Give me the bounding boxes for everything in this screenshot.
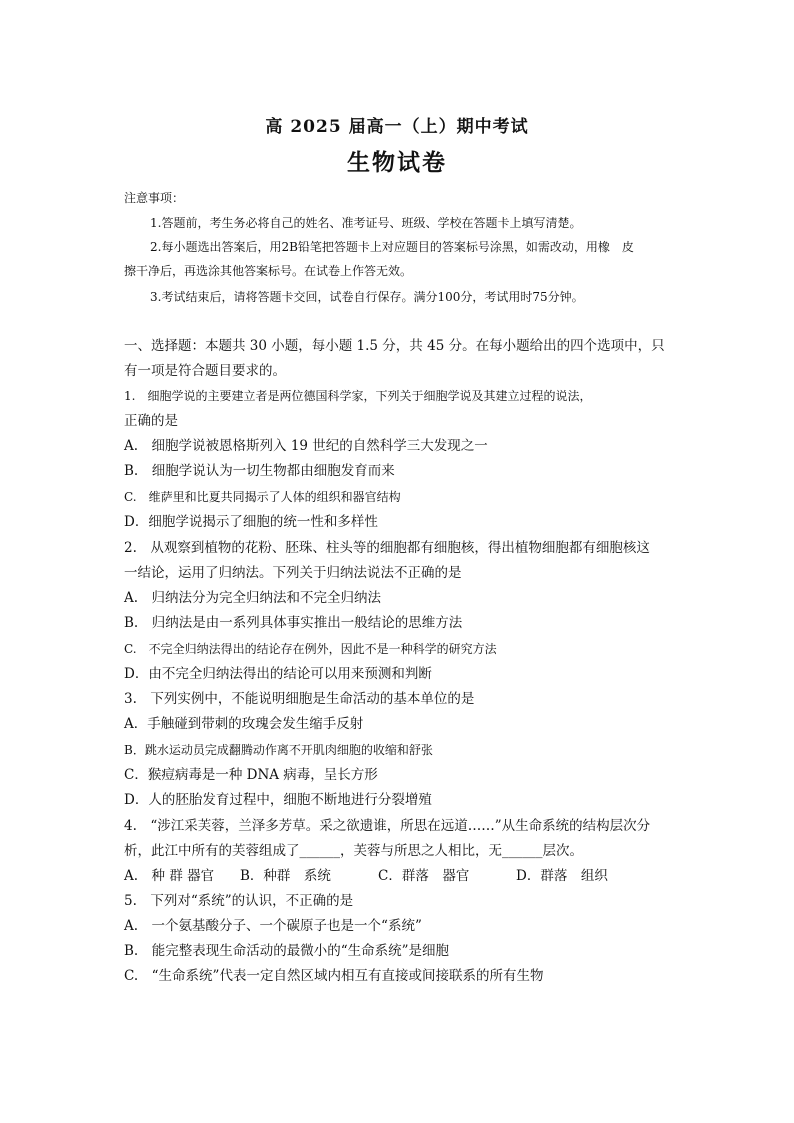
q4-option-d: D．群落 组织 [516,868,608,884]
q1-stem-cont: 正确的是 [124,413,178,429]
notice-heading: 注意事项： [124,191,185,205]
q2-stem-cont: 一结论，运用了归纳法。下列关于归纳法说法不正确的是 [124,565,462,581]
q2-option-b: B. 归纳法是由一系列具体事实推出一般结论的思维方法 [124,615,463,631]
notice-item-3: 3.考试结束后，请将答题卡交回，试卷自行保存。满分100分，考试用时75分钟。 [150,290,584,304]
q2-option-c: C. 不完全归纳法得出的结论存在例外，因此不是一种科学的研究方法 [124,642,497,656]
q2-option-a: A. 归纳法分为完全归纳法和不完全归纳法 [124,590,382,606]
q3-option-c: C．猴痘病毒是一种 DNA 病毒，呈长方形 [124,767,378,783]
subject-title: 生物试卷 [347,149,447,176]
q3-option-d: D．人的胚胎发育过程中，细胞不断地进行分裂增殖 [124,792,432,808]
q4-option-c: C．群落 器官 [378,868,470,884]
q4-stem: 4. “涉江采芙蓉，兰泽多芳草。采之欲遗谁，所思在远道……”从生命系统的结构层次分 [124,818,651,834]
q5-option-a: A. 一个氨基酸分子、一个碳原子也是一个“系统” [124,918,422,934]
notice-item-2: 2.每小题选出答案后，用2B铅笔把答题卡上对应题目的答案标号涂黑，如需改动，用橡 皮 [150,240,634,254]
q4-option-b: B．种群 系统 [240,868,331,884]
q1-option-c: C. 维萨里和比夏共同揭示了人体的组织和器官结构 [124,490,401,504]
q2-stem: 2. 从观察到植物的花粉、胚珠、柱头等的细胞都有细胞核，得出植物细胞都有细胞核这 [124,540,650,556]
q3-option-b: B．跳水运动员完成翻腾动作离不开肌肉细胞的收缩和舒张 [124,743,433,757]
q2-option-d: D．由不完全归纳法得出的结论可以用来预测和判断 [124,666,432,682]
q4-option-a: A. 种 群 器官 [124,868,215,884]
q1-option-a: A. 细胞学说被恩格斯列入 19 世纪的自然科学三大发现之一 [124,438,488,454]
section-intro: 一、选择题：本题共 30 小题，每小题 1.5 分，共 45 分。在每小题给出的四个选项中，只 [124,338,665,354]
q1-option-d: D．细胞学说揭示了细胞的统一性和多样性 [124,514,378,530]
q5-option-c: C. “生命系统”代表一定自然区域内相互有直接或间接联系的所有生物 [124,968,544,984]
q3-stem: 3. 下列实例中，不能说明细胞是生命活动的基本单位的是 [124,691,475,707]
q1-option-b: B. 细胞学说认为一切生物都由细胞发育而来 [124,463,395,479]
q1-stem: 1. 细胞学说的主要建立者是两位德国科学家，下列关于细胞学说及其建立过程的说法， [124,389,592,403]
q5-option-b: B. 能完整表现生命活动的最微小的“生命系统”是细胞 [124,943,450,959]
section-intro-cont: 有一项是符合题目要求的。 [124,363,286,379]
q3-option-a: A．手触碰到带刺的玫瑰会发生缩手反射 [124,716,364,732]
q5-stem: 5. 下列对“系统”的认识，不正确的是 [124,893,354,909]
q4-options [124,866,616,886]
exam-title: 高 2025 届高一（上）期中考试 [265,117,529,137]
q4-stem-cont: 析，此江中所有的芙蓉组成了______，芙蓉与所思之人相比，无______层次。 [124,843,583,859]
notice-item-2-cont: 擦干净后，再选涂其他答案标号。在试卷上作答无效。 [124,264,413,278]
notice-item-1: 1.答题前，考生务必将自己的姓名、准考证号、班级、学校在答题卡上填写清楚。 [150,216,582,230]
